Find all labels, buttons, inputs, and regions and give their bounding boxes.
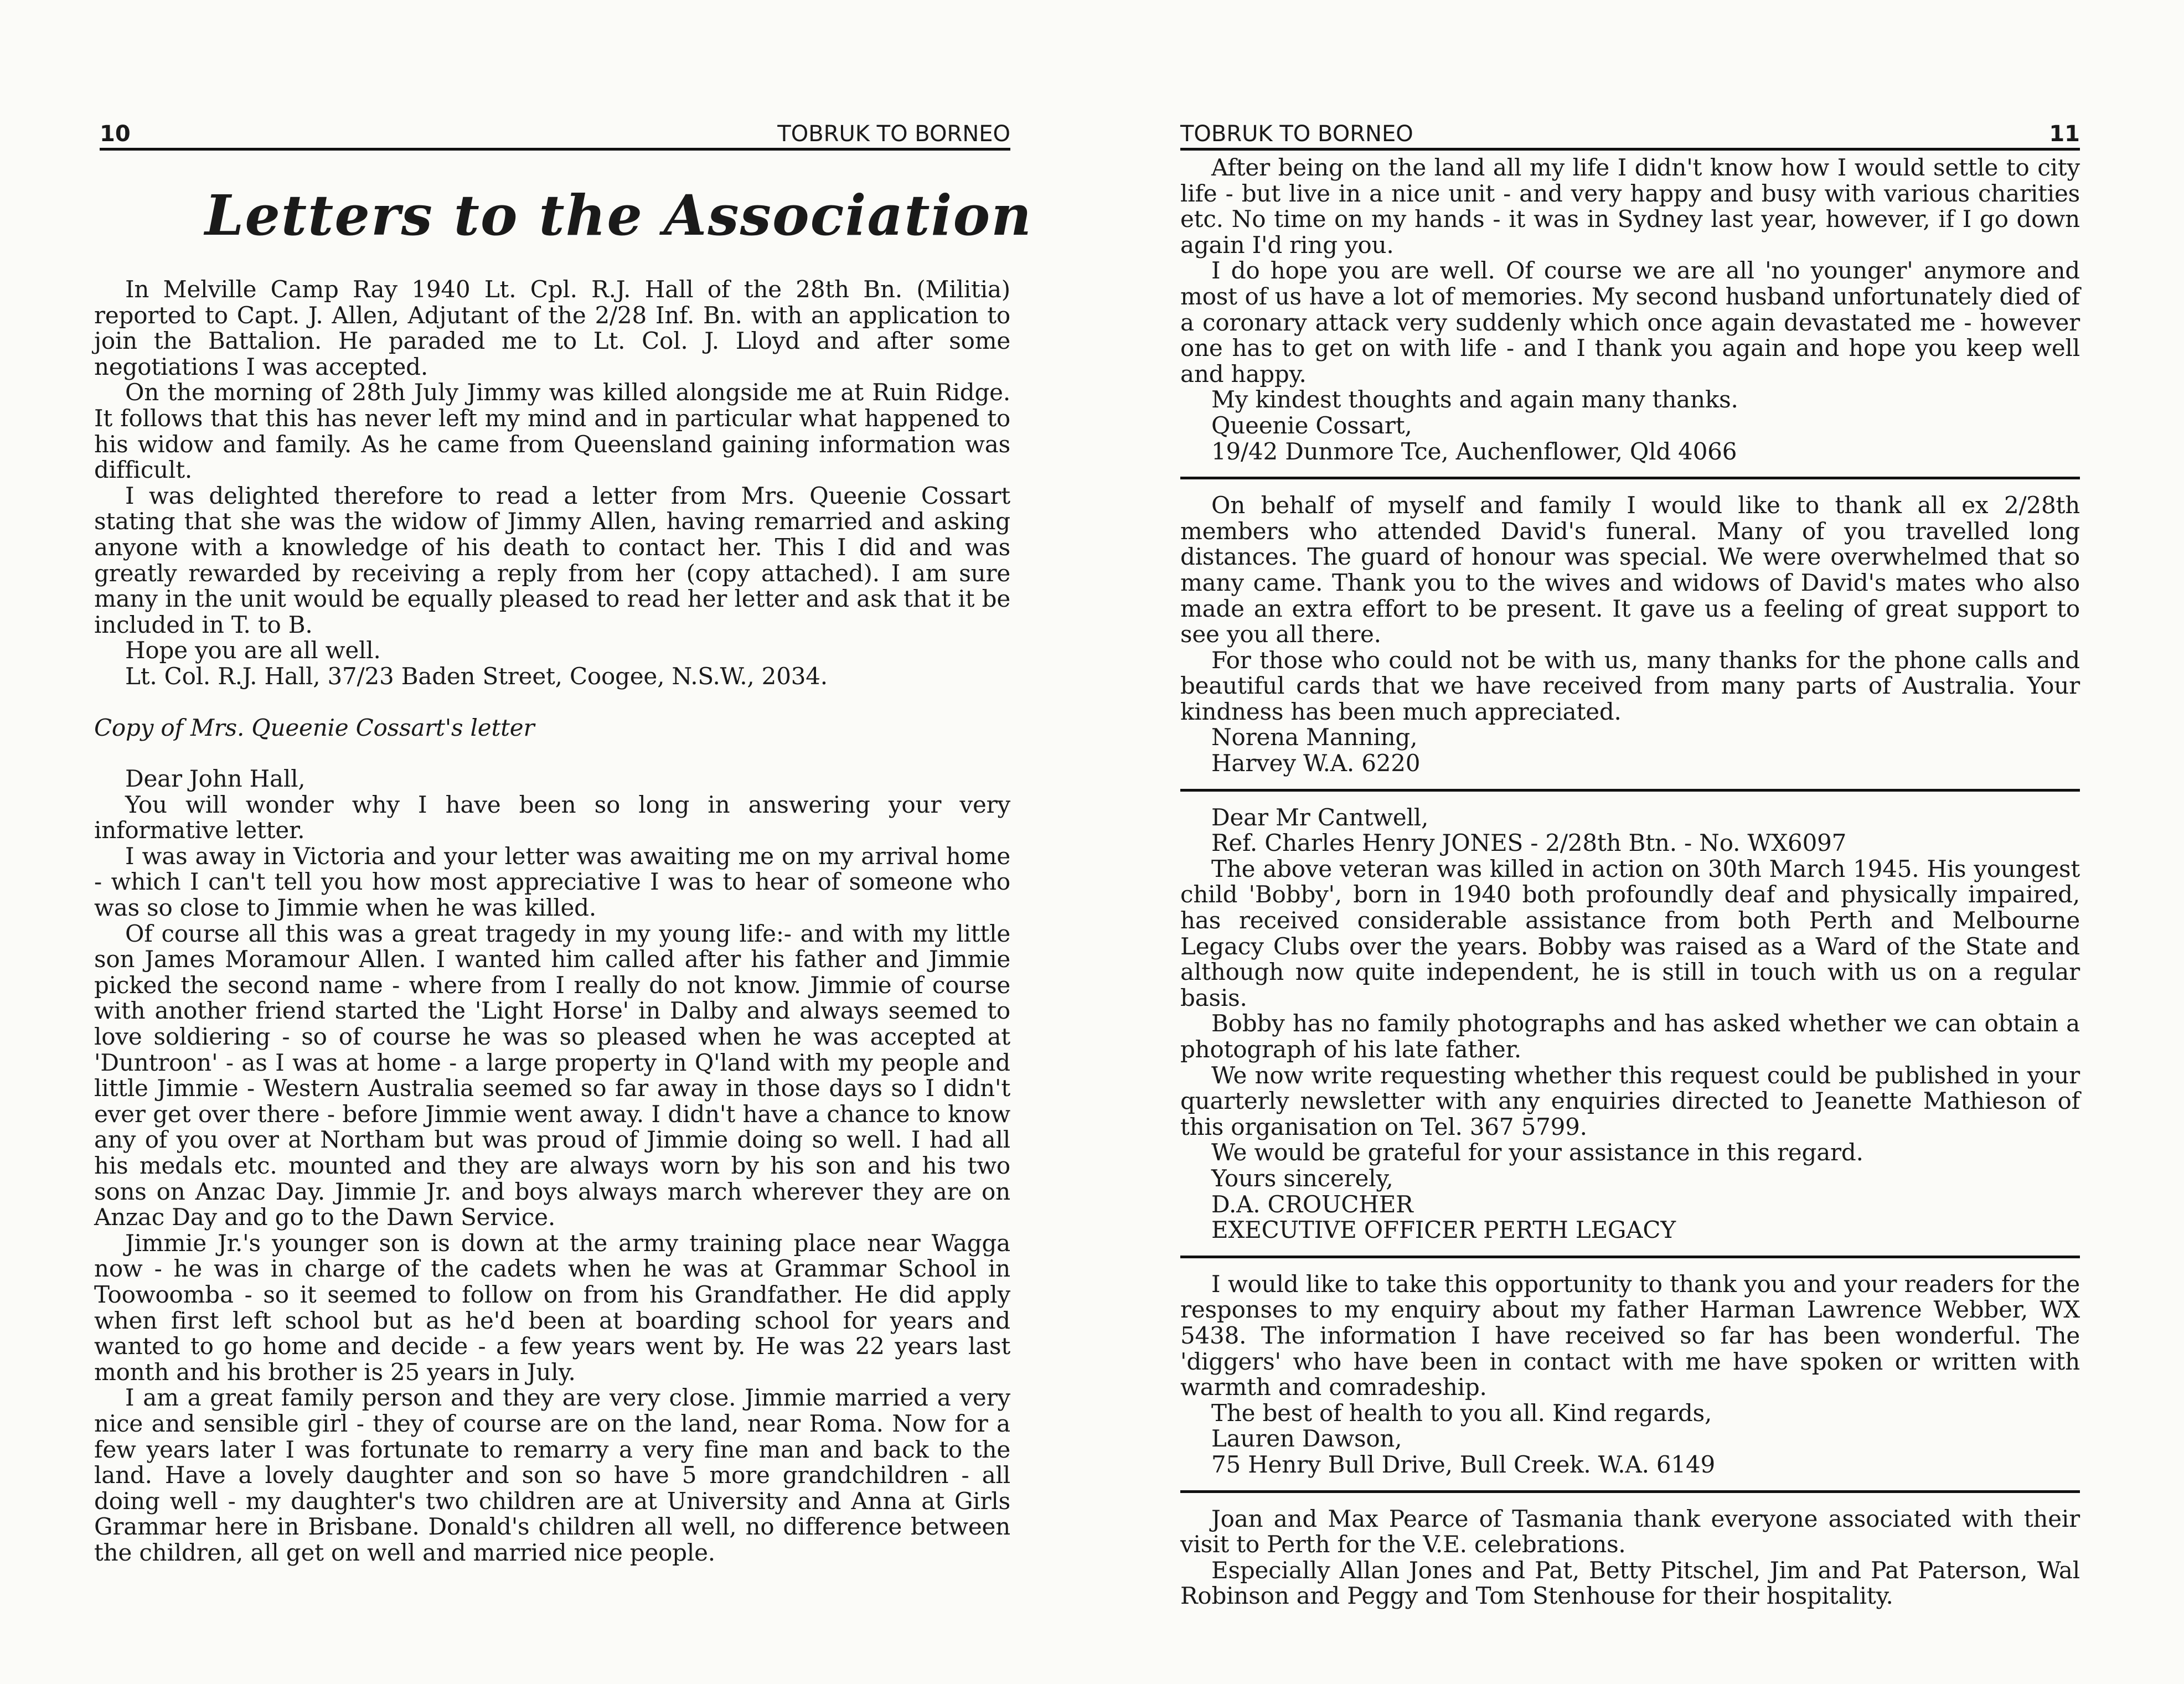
- running-head: TOBRUK TO BORNEO: [1180, 121, 1413, 147]
- letter-paragraph: After being on the land all my life I didn't know how I would settle to city life - but live in a nice unit - and very happy and busy with various charities etc. No time on my hands - it was in Sydney last year, however, if I go down again I'd ring you.: [1180, 154, 2080, 259]
- letter-paragraph: I do hope you are well. Of course we are all 'no younger' anymore and most of us have a lot of memories. My second husband unfortunately died of a coronary attack very suddenly which once again devastated me - however one has to get on with life - and I thank you again and hope you keep well and happy.: [1180, 257, 2080, 388]
- section-divider: [1180, 1490, 2080, 1493]
- manning-paragraph: For those who could not be with us, many thanks for the phone calls and beautiful cards that we have received from many parts of Australia. Your kindness has been much appreciated.: [1180, 646, 2080, 725]
- signoff-address: 75 Henry Bull Drive, Bull Creek. W.A. 6149: [1211, 1450, 1715, 1478]
- letter-paragraph: Of course all this was a great tragedy in my young life:- and with my little son James Moramour Allen. I wanted him called after his father and Jimmie picked the second name - where from I really do not know. Jimmie of course with another friend started the 'Light Horse' in Dalby and always seemed to love soldiering - so of course he was so pleased when he was accepted at 'Duntroon' - as I was at home - a large property in Q'land with my people and little Jimmie - Western Australia seemed so far away in those days so I didn't ever get over there - before Jimmie went away. I didn't have a chance to know any of you over at Northam but was proud of Jimmie doing so well. I had all his medals etc. mounted and they are always worn by his son and his two sons on Anzac Day. Jimmie Jr. and boys always march wherever they are on Anzac Day and go to the Dawn Service.: [94, 920, 1010, 1231]
- legacy-salutation: Dear Mr Cantwell,: [1211, 803, 1429, 831]
- legacy-reference: Ref. Charles Henry JONES - 2/28th Btn. - No. WX6097: [1211, 829, 1847, 857]
- article-title: Letters to the Association: [205, 183, 1032, 248]
- intro-paragraph: Hope you are all well.: [125, 637, 381, 664]
- intro-signature: Lt. Col. R.J. Hall, 37/23 Baden Street, Coogee, N.S.W., 2034.: [125, 662, 828, 690]
- dawson-paragraph: I would like to take this opportunity to thank you and your readers for the responses to my enquiry about my father Harman Lawrence Webber, WX 5438. The information I have received so far has been wonderful. The 'diggers' who have been in contact with me have spoken or written with warmth and comradeship.: [1180, 1270, 2080, 1401]
- signoff-name: Lauren Dawson,: [1211, 1425, 1402, 1453]
- letter-paragraph: I am a great family person and they are very close. Jimmie married a very nice and sensible girl - they of course are on the land, near Roma. Now for a few years later I was fortunate to remarry a very fine man and back to the land. Have a lovely daughter and son so have 5 more grandchildren - all doing well - my daughter's two children are at University and Anna at Girls Grammar here in Brisbane. Donald's children all well, no difference between the children, all get on well and married nice people.: [94, 1384, 1010, 1566]
- intro-paragraph: In Melville Camp Ray 1940 Lt. Cpl. R.J. Hall of the 28th Bn. (Militia) reported to Capt. J. Allen, Adjutant of the 2/28 Inf. Bn. with an application to join the Battalion. He paraded me to Lt. Col. J. Lloyd and after some negotiations I was accepted.: [94, 276, 1010, 380]
- signoff-address: 19/42 Dunmore Tce, Auchenflower, Qld 4066: [1211, 437, 1737, 465]
- section-divider: [1180, 477, 2080, 479]
- page-number: 11: [2049, 121, 2080, 147]
- signoff-title: EXECUTIVE OFFICER PERTH LEGACY: [1211, 1216, 1676, 1244]
- copy-heading: Copy of Mrs. Queenie Cossart's letter: [94, 714, 535, 741]
- signoff-line: Yours sincerely,: [1211, 1164, 1393, 1192]
- right-page: [1092, 0, 2184, 1684]
- intro-paragraph: I was delighted therefore to read a letter from Mrs. Queenie Cossart stating that she was the widow of Jimmy Allen, having remarried and asking anyone with a knowledge of his death to contact her. This I did and was greatly rewarded by receiving a reply from her (copy attached). I am sure many in the unit would be equally pleased to read her letter and ask that it be included in T. to B.: [94, 482, 1010, 638]
- legacy-paragraph: Bobby has no family photographs and has asked whether we can obtain a photograph of his late father.: [1180, 1010, 2080, 1063]
- legacy-paragraph: We now write requesting whether this request could be published in your quarterly newsletter with any enquiries directed to Jeanette Mathieson of this organisation on Tel. 367 5799.: [1180, 1061, 2080, 1140]
- section-divider: [1180, 789, 2080, 792]
- legacy-paragraph: The above veteran was killed in action on 30th March 1945. His youngest child 'Bobby', born in 1940 both profoundly deaf and physically impaired, has received considerable assistance from both Perth and Melbourne Legacy Clubs over the years. Bobby was raised as a Ward of the State and although now quite independent, he is still in touch with us on a regular basis.: [1180, 855, 2080, 1011]
- letter-paragraph: You will wonder why I have been so long in answering your very informative letter.: [94, 791, 1010, 844]
- right-page-header: [1180, 113, 2080, 151]
- letter-salutation: Dear John Hall,: [125, 765, 306, 793]
- pearce-paragraph: Joan and Max Pearce of Tasmania thank everyone associated with their visit to Perth for the V.E. celebrations.: [1180, 1505, 2080, 1558]
- intro-paragraph: On the morning of 28th July Jimmy was killed alongside me at Ruin Ridge. It follows that this has never left my mind and in particular what happened to his widow and family. As he came from Queensland gaining information was difficult.: [94, 379, 1010, 484]
- signoff-name: Queenie Cossart,: [1211, 411, 1412, 439]
- manning-paragraph: On behalf of myself and family I would like to thank all ex 2/28th members who attended David's funeral. Many of you travelled long distances. The guard of honour was special. We were overwhelmed that so many came. Thank you to the wives and widows of David's mates who also made an extra effort to be present. It gave us a feeling of great support to see you all there.: [1180, 492, 2080, 648]
- signoff-line: My kindest thoughts and again many thanks.: [1211, 386, 1738, 414]
- left-page-header: [100, 113, 1010, 151]
- page-number: 10: [100, 121, 131, 147]
- letter-paragraph: I was away in Victoria and your letter was awaiting me on my arrival home - which I can't tell you how most appreciative I was to hear of someone who was so close to Jimmie when he was killed.: [94, 842, 1010, 922]
- pearce-paragraph: Especially Allan Jones and Pat, Betty Pitschel, Jim and Pat Paterson, Wal Robinson and Peggy and Tom Stenhouse for their hospitality.: [1180, 1556, 2080, 1610]
- section-divider: [1180, 1256, 2080, 1258]
- legacy-paragraph: We would be grateful for your assistance in this regard.: [1211, 1139, 1863, 1166]
- dawson-paragraph: The best of health to you all. Kind regards,: [1211, 1399, 1712, 1427]
- left-column: [94, 277, 1010, 1566]
- signoff-name: Norena Manning,: [1211, 724, 1418, 751]
- signoff-address: Harvey W.A. 6220: [1211, 750, 1421, 777]
- running-head: TOBRUK TO BORNEO: [777, 121, 1010, 147]
- right-column: [1180, 155, 2080, 1609]
- letter-paragraph: Jimmie Jr.'s younger son is down at the army training place near Wagga now - he was in charge of the cadets when he was at Grammar School in Toowoomba - so it seemed to follow on from his Grandfather. He did apply when first left school but as he'd been at boarding school for years and wanted to go home and decide - a few years went by. He was 22 years last month and his brother is 25 years in July.: [94, 1229, 1010, 1386]
- signoff-name: D.A. CROUCHER: [1211, 1190, 1413, 1218]
